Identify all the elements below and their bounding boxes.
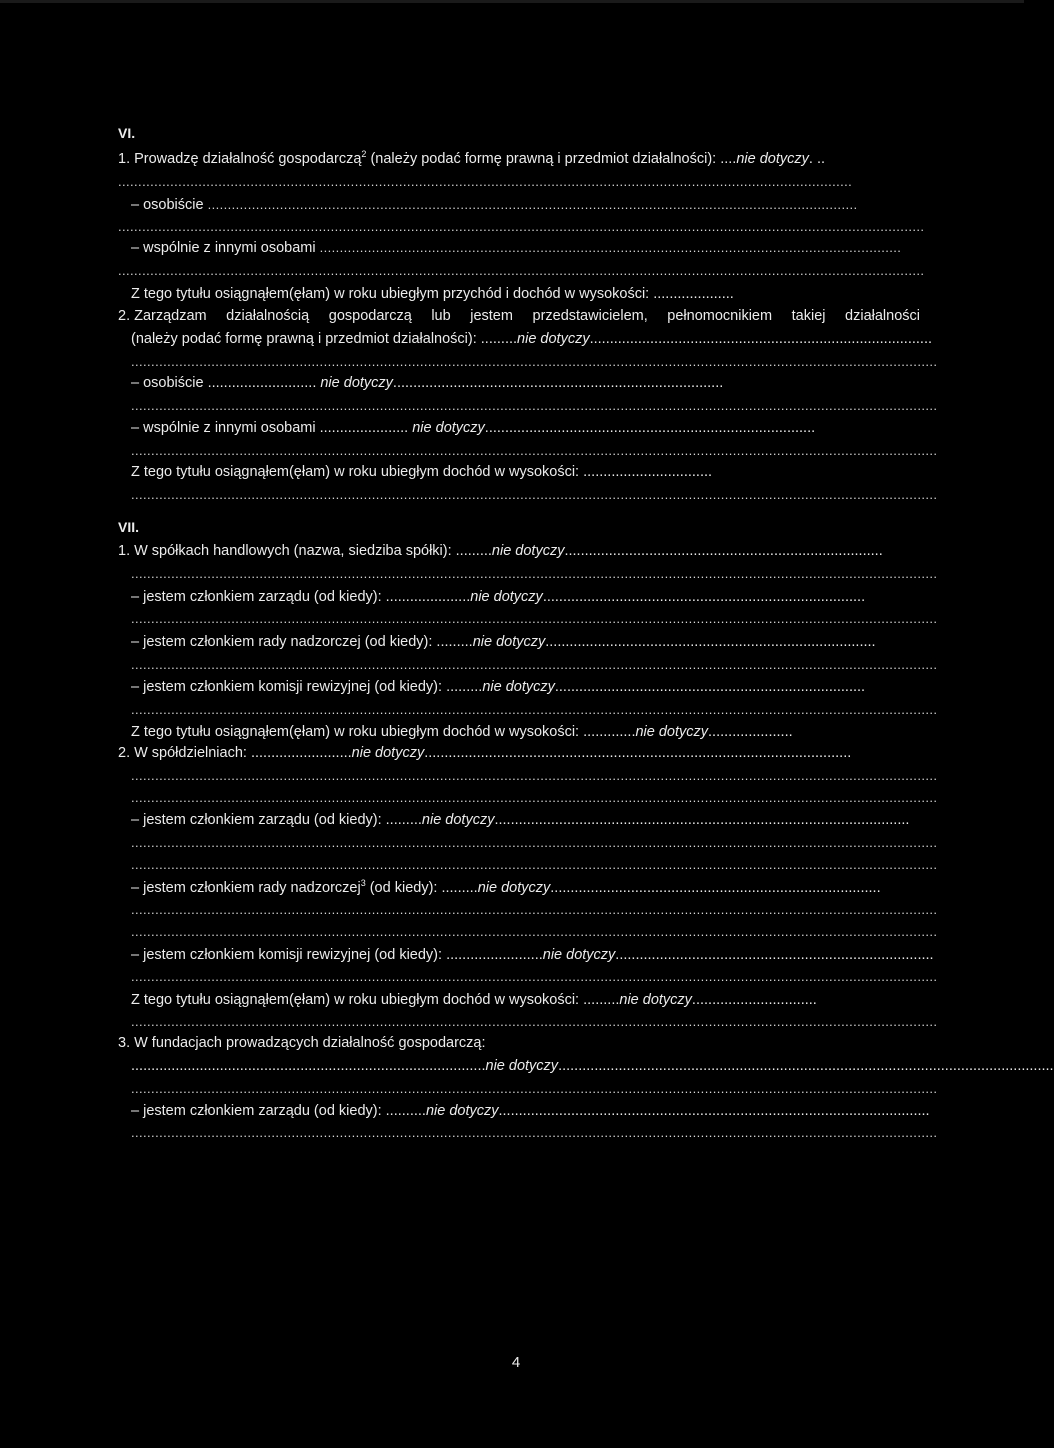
vii-item2-supervisory-answer: nie dotyczy <box>477 880 551 896</box>
vii-item3-board-answer: nie dotyczy <box>425 1103 499 1119</box>
vii-item2-audit-dots: ......................................................................................................................................................................................................... <box>131 969 938 984</box>
vii-item3-answer: nie dotyczy <box>485 1058 559 1074</box>
vi-item2-answer: nie dotyczy <box>517 331 590 347</box>
vi-item2-dots: ......................................................................................................................................................................................................... <box>131 354 938 369</box>
vii-item3-answer-line: ........................................................................................nie dotyczy........................................................................................................................... <box>131 1058 1054 1074</box>
vi-item2-number: 2. <box>118 308 131 324</box>
vii-item2-dots-1: ......................................................................................................................................................................................................... <box>131 768 938 783</box>
vii-item1-audit-dots: ......................................................................................................................................................................................................... <box>131 702 938 717</box>
vii-item2-board-dots-1: ......................................................................................................................................................................................................... <box>131 835 938 850</box>
vii-item1-audit: – jestem członkiem komisji rewizyjnej (od kiedy): .........nie dotyczy............................................................................. <box>131 679 866 695</box>
vi-item2-income-dots: ......................................................................................................................................................................................................... <box>131 487 938 502</box>
vii-item1-audit-answer: nie dotyczy <box>482 679 555 695</box>
vi-item2-joint-dots: ......................................................................................................................................................................................................... <box>131 443 938 458</box>
vii-item2-audit: – jestem członkiem komisji rewizyjnej (od kiedy): ........................nie dotyczy............................................................................... <box>131 947 934 963</box>
vi-item2-personal-answer: nie dotyczy <box>316 375 393 391</box>
vii-item2-supervisory-dots-1: ......................................................................................................................................................................................................... <box>131 902 938 917</box>
vii-item2-supervisory-footnote: 3 <box>360 878 366 889</box>
vii-item1-answer: nie dotyczy <box>491 543 565 559</box>
vii-item1-dots: ......................................................................................................................................................................................................... <box>131 566 938 581</box>
vii-item1-line: 1. W spółkach handlowych (nazwa, siedziba spółki): .........nie dotyczy............................................................................... <box>118 543 883 559</box>
vii-item2-board-answer: nie dotyczy <box>421 812 495 828</box>
vi-item1-dots: ....................................................................................................................................................................................... <box>118 174 853 189</box>
vii-item2-board: – jestem członkiem zarządu (od kiedy): .........nie dotyczy....................................................................................................... <box>131 812 910 828</box>
vi-item2-joint-answer: nie dotyczy <box>408 420 485 436</box>
vi-item2-joint: – wspólnie z innymi osobami ...................... nie dotyczy.................................................................................. <box>131 420 816 436</box>
vi-item1-number: 1. <box>118 151 131 167</box>
vii-item2-income: Z tego tytułu osiągnąłem(ęłam) w roku ubiegłym dochód w wysokości: .........nie dotyczy............................... <box>131 992 817 1008</box>
vi-item1-answer-trail: . .. <box>808 151 826 167</box>
vii-item1-supervisory-answer: nie dotyczy <box>472 634 546 650</box>
page-top-edge <box>0 0 1024 3</box>
vii-item1-board-answer: nie dotyczy <box>470 589 543 605</box>
vii-item1-board: – jestem członkiem zarządu (od kiedy): .....................nie dotyczy................................................................................ <box>131 589 866 605</box>
vii-item1-income-answer: nie dotyczy <box>635 724 709 740</box>
vi-item2-line1 <box>118 306 920 326</box>
vii-item1-board-dots: ......................................................................................................................................................................................................... <box>131 611 938 626</box>
vi-item1-personal: – osobiście .................................................................................................................................................................. <box>131 197 858 213</box>
vi-item2-personal: – osobiście ........................... nie dotyczy.................................................................................. <box>131 375 724 391</box>
vii-item2-dots-2: ......................................................................................................................................................................................................... <box>131 790 938 805</box>
vii-item3-board: – jestem członkiem zarządu (od kiedy): ..........nie dotyczy........................................................................................................... <box>131 1103 930 1119</box>
vi-item2-income: Z tego tytułu osiągnąłem(ęłam) w roku ubiegłym dochód w wysokości: ................................ <box>131 464 713 480</box>
vi-item1-joint-dots: ......................................................................................................................................................................................................... <box>118 263 925 278</box>
vi-item1-personal-dots: ......................................................................................................................................................................................................... <box>118 219 925 234</box>
vi-item2-personal-dots: ......................................................................................................................................................................................................... <box>131 398 938 413</box>
page-number: 4 <box>511 1354 521 1371</box>
vii-item1-income: Z tego tytułu osiągnąłem(ęłam) w roku ubiegłym dochód w wysokości: .............nie dotyczy..................... <box>131 724 793 740</box>
vii-item2-income-answer: nie dotyczy <box>619 992 692 1008</box>
vii-item2-supervisory-dots-2: ......................................................................................................................................................................................................... <box>131 924 938 939</box>
vi-item1-answer: nie dotyczy <box>736 151 809 167</box>
vii-item3-dots: ......................................................................................................................................................................................................... <box>131 1081 938 1096</box>
vi-item1-footnote: 2 <box>361 149 367 160</box>
vii-item2-answer: nie dotyczy <box>351 745 425 761</box>
vi-item1-text-after: (należy podać formę prawną i przedmiot działalności): .... <box>366 151 737 167</box>
vii-item3-line: 3. W fundacjach prowadzących działalność gospodarczą: <box>118 1035 486 1051</box>
vii-item2-board-dots-2: ......................................................................................................................................................................................................... <box>131 857 938 872</box>
vi-item1-income: Z tego tytułu osiągnąłem(ęłam) w roku ubiegłym przychód i dochód w wysokości: .................... <box>131 286 734 302</box>
section-vii-heading: VII. <box>118 519 140 535</box>
vi-item1-text: Prowadzę działalność gospodarczą <box>134 151 362 167</box>
vii-item3-board-dots: ......................................................................................................................................................................................................... <box>131 1125 938 1140</box>
vii-item2-supervisory: – jestem członkiem rady nadzorczej$^3$ (od kiedy): .........nie dotyczy.................................................................................. <box>131 878 881 896</box>
vii-item1-supervisory-dots: ......................................................................................................................................................................................................... <box>131 657 938 672</box>
vii-item2-line: 2. W spółdzielniach: .........................nie dotyczy.......................................................................................................... <box>118 745 852 761</box>
vii-item2-audit-answer: nie dotyczy <box>542 947 616 963</box>
vii-item2-income-dots: ......................................................................................................................................................................................................... <box>131 1014 938 1029</box>
vi-item1-line <box>118 149 920 169</box>
section-vi-heading: VI. <box>118 125 136 141</box>
vi-item2-line2: (należy podać formę prawną i przedmiot działalności): .........nie dotyczy..................................................................................... <box>131 331 933 347</box>
vi-item1-joint: – wspólnie z innymi osobami ................................................................................................................................................. <box>131 240 902 256</box>
vi-item2-line1-text: Zarządzam działalnością gospodarczą lub jestem przedstawicielem, pełnomocnikiem takiej działalności <box>134 308 920 324</box>
vii-item1-supervisory: – jestem członkiem rady nadzorczej (od kiedy): .........nie dotyczy.................................................................................. <box>131 634 876 650</box>
